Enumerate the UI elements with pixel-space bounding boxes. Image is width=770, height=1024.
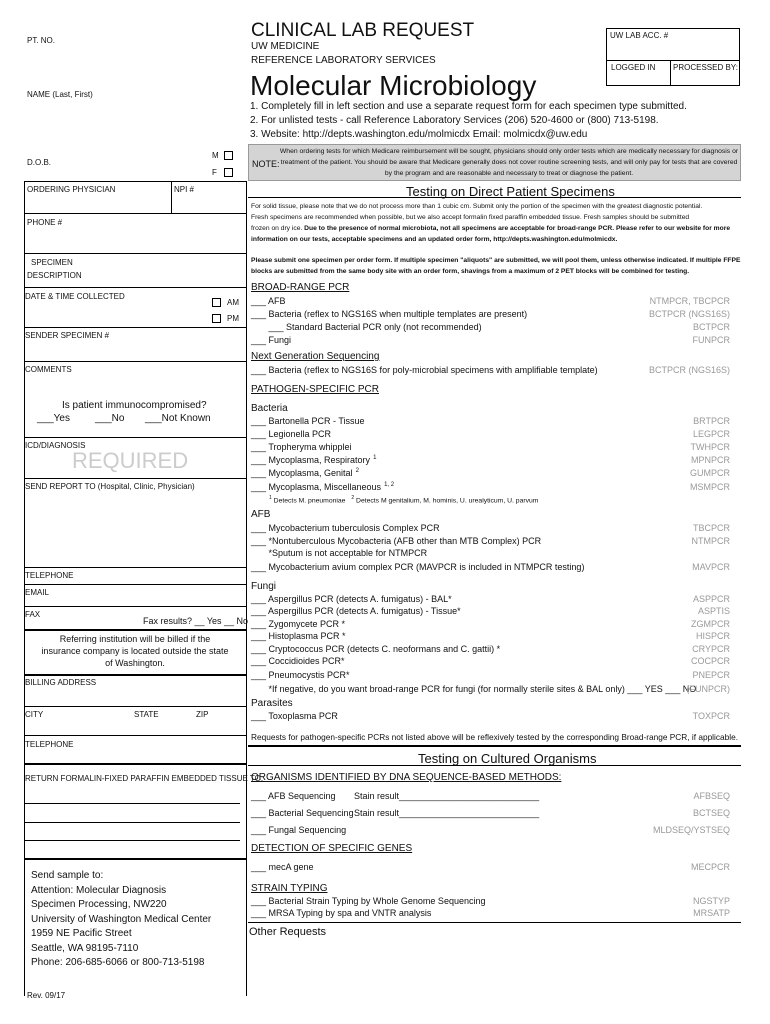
telephone-label: TELEPHONE (25, 571, 74, 580)
code-bctpcr: BCTPCR (692, 322, 730, 332)
female-checkbox[interactable] (224, 168, 233, 177)
divider (24, 361, 247, 362)
comments-label: COMMENTS (25, 365, 72, 374)
note-label: NOTE: (252, 159, 280, 169)
code-mldseq-ystseq: MLDSEQ/YSTSEQ (652, 825, 730, 835)
test-legionella[interactable]: ___ Legionella PCR (251, 429, 332, 439)
name-label: NAME (Last, First) (27, 90, 93, 99)
org-line-1: UW MEDICINE (251, 41, 320, 52)
form-subtitle: Molecular Microbiology (250, 70, 537, 101)
date-time-label: DATE & TIME COLLECTED (25, 292, 125, 301)
code-asptis: ASPTIS (697, 606, 730, 616)
para-line: information on our tests, acceptable specimens and an updated order form, http://depts.washington.edu/molmicdx. (251, 236, 618, 243)
immuno-question: Is patient immunocompromised? (62, 400, 207, 411)
revision: Rev. 09/17 (27, 991, 66, 1000)
address-line: 1959 NE Pacific Street (31, 928, 132, 939)
code-ngstyp: NGSTYP (692, 896, 730, 906)
test-afb-sequencing[interactable]: ___ AFB Sequencing (251, 791, 336, 801)
org-line-2: REFERENCE LABORATORY SERVICES (251, 55, 436, 66)
para-line: blocks are submitted from the same body site with an order form, shavings from a maximum of 2 PET blocks will be combined for testing. (251, 268, 690, 275)
test-mycoplasma-genital[interactable] (251, 468, 359, 478)
code-mpnpcr: MPNPCR (690, 455, 730, 465)
direct-paragraph-1 (251, 201, 730, 245)
direct-paragraph-2 (251, 255, 740, 277)
medicare-note (248, 144, 741, 181)
instruction-1: 1. Completely fill in left section and use a separate request form for each specimen type submitted. (250, 101, 687, 112)
test-mrsa-typing[interactable]: ___ MRSA Typing by spa and VNTR analysis (251, 908, 432, 918)
npi-divider (171, 181, 172, 213)
test-label: ___ Mycoplasma, Miscellaneous (251, 482, 382, 492)
para-line: Please submit one specimen per order form. If multiple specimen "aliquots" are submitted, we will pool them, unless otherwise indicated. If multiple FFPE (251, 257, 741, 264)
return-line[interactable] (25, 840, 240, 841)
code-mavpcr: MAVPCR (692, 562, 730, 572)
para-line (251, 223, 730, 234)
divider (24, 706, 247, 707)
test-cryptococcus[interactable]: ___ Cryptococcus PCR (detects C. neoformans and C. gattii) * (251, 644, 501, 654)
billing-address-label: BILLING ADDRESS (25, 678, 97, 687)
code-bctseq: BCTSEQ (692, 808, 730, 818)
instruction-3: 3. Website: http://depts.washington.edu/molmicdx Email: molmicdx@uw.edu (250, 129, 588, 140)
strain-typing-heading: STRAIN TYPING (251, 883, 328, 894)
logged-in-label: LOGGED IN (611, 63, 656, 72)
code-cocpcr: COCPCR (690, 656, 730, 666)
footnote-ref: 1 (373, 455, 377, 461)
footnote-text: Detects M genitalium, M. hominis, U. urealyticum, U. parvum (356, 497, 539, 505)
test-histoplasma[interactable]: ___ Histoplasma PCR * (251, 631, 346, 641)
test-mtb-complex[interactable]: ___ Mycobacterium tuberculosis Complex PCR (251, 523, 440, 533)
male-label: M (212, 151, 219, 160)
pm-label: PM (227, 314, 239, 323)
cultured-heading: Testing on Cultured Organisms (418, 751, 597, 766)
reflex-note: Requests for pathogen-specific PCRs not listed above will be reflexively tested by the corresponding Broad-range PCR, if applicable. (251, 732, 739, 742)
note-text: When ordering tests for which Medicare reimbursement will be sought, physicians should only order tests which are medically necessary for diagnosis or treatment of the patient. You should be aware that Medicare generally does not cover routine screening tests, and will only pay for tests that are covered by the program and are reasonable and necessary to treat or diagnose the patient. (279, 148, 739, 177)
para-line: For solid tissue, please note that we do not process more than 1 cubic cm. Submit only the portion of the specimen with the greatest diagnostic potential. (251, 203, 703, 210)
code-legpcr: LEGPCR (692, 429, 730, 439)
test-fungal-sequencing[interactable]: ___ Fungal Sequencing (251, 825, 347, 835)
test-afb[interactable]: ___ AFB (251, 296, 286, 306)
test-wgs-strain-typing[interactable]: ___ Bacterial Strain Typing by Whole Genome Sequencing (251, 896, 486, 906)
para-line: Fresh specimens are recommended when possible, but we also accept formalin fixed paraffin embedded tissue. Fresh samples should be submitted (251, 214, 690, 221)
sputum-note: *Sputum is not acceptable for NTMPCR (251, 548, 428, 558)
pm-checkbox[interactable] (212, 314, 221, 323)
code-afbseq: AFBSEQ (693, 791, 730, 801)
test-ntm[interactable]: ___ *Nontuberculous Mycobacteria (AFB other than MTB Complex) PCR (251, 536, 542, 546)
divider (24, 287, 247, 288)
sender-specimen-label: SENDER SPECIMEN # (25, 331, 110, 340)
test-tropheryma[interactable]: ___ Tropheryma whipplei (251, 442, 352, 452)
test-zygomycete[interactable]: ___ Zygomycete PCR * (251, 619, 346, 629)
test-bacteria[interactable]: ___ Bacteria (reflex to NGS16S when multiple templates are present) (251, 309, 528, 319)
fax-results[interactable]: Fax results? __ Yes __ No (143, 616, 249, 626)
divider (670, 60, 671, 86)
test-bacterial-sequencing[interactable]: ___ Bacterial Sequencing (251, 808, 354, 818)
address-line: University of Washington Medical Center (31, 913, 212, 925)
code-hispcr: HISPCR (695, 631, 730, 641)
send-sample-address (31, 869, 211, 971)
code-funpcr: (FUNPCR) (686, 684, 730, 694)
divider (248, 922, 741, 923)
footnote-ref: 1, 2 (384, 482, 395, 488)
footnote-ref: 2 (355, 468, 359, 474)
return-ffpe-label: RETURN FORMALIN-FIXED PARAFFIN EMBEDDED TISSUE TO: (25, 774, 264, 783)
other-requests-area[interactable] (248, 942, 741, 996)
send-report-label: SEND REPORT TO (Hospital, Clinic, Physician) (25, 482, 195, 491)
other-requests-label: Other Requests (249, 926, 327, 938)
form-title: CLINICAL LAB REQUEST (251, 20, 475, 41)
test-fungi[interactable]: ___ Fungi (251, 335, 292, 345)
zip-label: ZIP (196, 710, 209, 719)
divider (24, 629, 247, 631)
bacterial-stain-result[interactable]: Stain result____________________________ (354, 808, 540, 818)
divider (24, 606, 247, 607)
test-aspergillus-tissue[interactable]: ___ Aspergillus PCR (detects A. fumigatus) - Tissue* (251, 606, 461, 616)
code-toxpcr: TOXPCR (692, 711, 730, 721)
test-coccidioides[interactable]: ___ Coccidioides PCR* (251, 656, 345, 666)
test-standard-bacterial[interactable]: ___ Standard Bacterial PCR only (not recommended) (251, 322, 482, 332)
footnote-num: 2 (351, 495, 355, 501)
pathogen-heading: PATHOGEN-SPECIFIC PCR (251, 384, 379, 395)
para-text: frozen on dry ice. (251, 225, 303, 232)
ordering-physician-label: ORDERING PHYSICIAN (27, 185, 116, 194)
return-line[interactable] (25, 822, 240, 823)
code-mrsatp: MRSATP (693, 908, 730, 918)
female-label: F (212, 168, 217, 177)
code-ntmpcr: NTMPCR (691, 536, 730, 546)
code-bctpcr-ngs16s: BCTPCR (NGS16S) (648, 309, 730, 319)
code-msmpcr: MSMPCR (690, 482, 730, 492)
am-label: AM (227, 298, 239, 307)
divider (24, 858, 247, 860)
required-watermark: REQUIRED (72, 448, 189, 473)
test-mycoplasma-respiratory[interactable] (251, 455, 376, 465)
divider (24, 567, 247, 568)
code-twhpcr: TWHPCR (690, 442, 730, 452)
code-gumpcr: GUMPCR (690, 468, 730, 478)
dob-label: D.O.B. (27, 158, 52, 167)
address-line: Seattle, WA 98195-7110 (31, 942, 139, 954)
divider (24, 253, 247, 254)
para-bold: Due to the presence of normal microbiota, not all specimens are acceptable for broad-range PCR. Please refer to our website for more (304, 225, 731, 232)
am-checkbox[interactable] (212, 298, 221, 307)
broad-range-heading: BROAD-RANGE PCR (251, 282, 350, 293)
telephone2-label: TELEPHONE (25, 740, 74, 749)
icd-label: ICD/DIAGNOSIS (25, 441, 86, 450)
bacteria-heading: Bacteria (251, 403, 288, 414)
divider (24, 763, 247, 765)
code-pnepcr: PNEPCR (692, 670, 730, 680)
specimen-label: SPECIMEN (31, 258, 73, 267)
immuno-no[interactable]: ___No (95, 413, 125, 424)
return-line[interactable] (25, 803, 240, 804)
footnotes (251, 495, 538, 504)
test-pneumocystis[interactable]: ___ Pneumocystis PCR* (251, 670, 350, 680)
code-mecpcr: MECPCR (690, 862, 730, 872)
parasites-heading: Parasites (251, 698, 293, 709)
genes-heading: DETECTION OF SPECIFIC GENES (251, 843, 413, 854)
address-line: Specimen Processing, NW220 (31, 899, 167, 910)
fax-label: FAX (25, 610, 41, 619)
code-zgmpcr: ZGMPCR (691, 619, 730, 629)
test-toxoplasma[interactable]: ___ Toxoplasma PCR (251, 711, 338, 721)
address-line: Send sample to: (31, 870, 104, 881)
fungi-reflex-question[interactable]: *If negative, do you want broad-range PCR for fungi (for normally sterile sites & BAL only) ___ YES ___ NO (251, 684, 697, 694)
divider (24, 674, 247, 676)
direct-heading: Testing on Direct Patient Specimens (406, 184, 615, 199)
male-checkbox[interactable] (224, 151, 233, 160)
city-label: CITY (25, 710, 44, 719)
divider (24, 478, 247, 479)
divider (24, 584, 247, 585)
divider (24, 213, 247, 214)
test-ngs-bacteria[interactable]: ___ Bacteria (reflex to NGS16S for poly-microbial specimens with amplifiable template) (251, 365, 598, 375)
afb-heading: AFB (251, 509, 271, 520)
code-tbcpcr: TBCPCR (692, 523, 730, 533)
uw-lab-acc-label: UW LAB ACC. # (610, 31, 669, 40)
divider (24, 327, 247, 328)
immuno-yes[interactable]: ___Yes (37, 413, 70, 424)
email-label: EMAIL (25, 588, 50, 597)
test-mac[interactable]: ___ Mycobacterium avium complex PCR (MAVPCR is included in NTMPCR testing) (251, 562, 585, 572)
billing-note: Referring institution will be billed if the insurance company is located outside the state of Washington. (41, 634, 229, 668)
fungi-heading: Fungi (251, 581, 277, 592)
immuno-not-known[interactable]: ___Not Known (145, 413, 211, 424)
divider (24, 437, 247, 438)
address-line: Attention: Molecular Diagnosis (31, 884, 167, 896)
footnote-text: Detects M. pneumoniae (273, 497, 346, 505)
code-funpcr: FUNPCR (692, 335, 730, 345)
ngs-heading: Next Generation Sequencing (251, 351, 380, 362)
footnote-num: 1 (269, 495, 272, 501)
divider (24, 735, 247, 736)
address-line: Phone: 206-685-6066 or 800-713-5198 (31, 957, 205, 968)
npi-label: NPI # (174, 185, 195, 194)
processed-by-label: PROCESSED BY: (673, 63, 738, 72)
pt-no-label: PT. NO. (27, 36, 56, 45)
instruction-2: 2. For unlisted tests - call Reference Laboratory Services (206) 520-4600 or (800) 713-5198. (250, 115, 659, 126)
identified-heading: ORGANISMS IDENTIFIED BY DNA SEQUENCE-BASED METHODS: (251, 772, 562, 783)
test-bartonella[interactable]: ___ Bartonella PCR - Tissue (251, 416, 365, 426)
phone-label: PHONE # (27, 218, 63, 227)
code-brtpcr: BRTPCR (693, 416, 730, 426)
test-aspergillus-bal[interactable]: ___ Aspergillus PCR (detects A. fumigatus) - BAL* (251, 594, 452, 604)
test-meca[interactable]: ___ mecA gene (251, 862, 314, 872)
afb-stain-result[interactable]: Stain result____________________________ (354, 791, 540, 801)
description-label: DESCRIPTION (27, 271, 82, 280)
code-asppcr: ASPPCR (692, 594, 730, 604)
test-mycoplasma-misc[interactable] (251, 482, 394, 492)
code-crypcr: CRYPCR (692, 644, 730, 654)
code-ntmpcr-tbcpcr: NTMPCR, TBCPCR (649, 296, 730, 306)
state-label: STATE (134, 710, 159, 719)
divider (606, 60, 740, 61)
code-bctpcr-ngs16s: BCTPCR (NGS16S) (648, 365, 730, 375)
test-label: ___ Mycoplasma, Genital (251, 468, 353, 478)
test-label: ___ Mycoplasma, Respiratory (251, 455, 371, 465)
